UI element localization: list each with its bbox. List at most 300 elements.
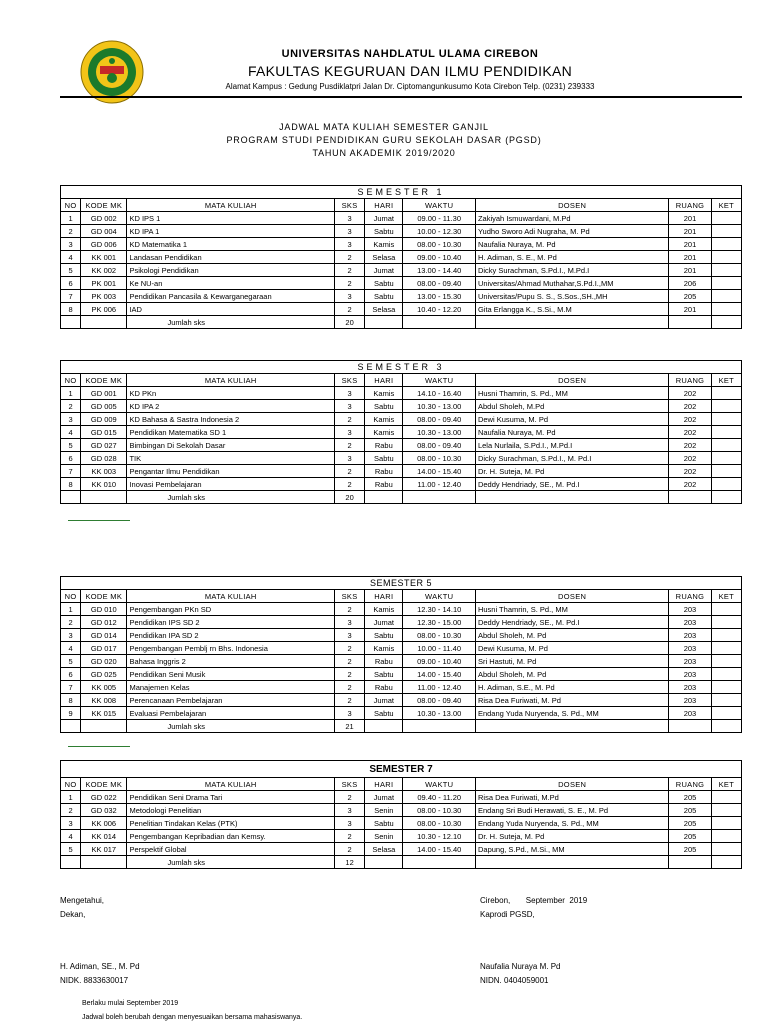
- table-cell: 201: [669, 212, 711, 225]
- signature-right-name: Naufalia Nuraya M. Pd: [480, 962, 561, 971]
- total-row: [61, 316, 742, 329]
- table-cell: 2: [334, 439, 364, 452]
- signature-right-line2: Kaprodi PGSD,: [480, 910, 535, 919]
- table-cell: Ke NU-an: [127, 277, 335, 290]
- table-cell: [711, 668, 741, 681]
- table-cell: 5: [61, 439, 81, 452]
- table-cell: 203: [669, 616, 711, 629]
- table-cell: Dicky Surachman, S.Pd.I., M. Pd.I: [475, 452, 668, 465]
- table-row: [61, 791, 742, 804]
- table-cell: 9: [61, 707, 81, 720]
- table-cell: Inovasi Pembelajaran: [127, 478, 335, 491]
- table-cell: [711, 629, 741, 642]
- table-cell: [365, 720, 403, 733]
- table-cell: IAD: [127, 303, 335, 316]
- table-cell: Jumat: [365, 212, 403, 225]
- table-row: [61, 251, 742, 264]
- table-cell: [403, 316, 476, 329]
- table-row: [61, 707, 742, 720]
- table-cell: 205: [669, 290, 711, 303]
- table-cell: GD 027: [81, 439, 127, 452]
- table-cell: Kamis: [365, 238, 403, 251]
- total-label: Jumlah sks: [127, 491, 335, 504]
- total-row: [61, 720, 742, 733]
- table-cell: Sabtu: [365, 290, 403, 303]
- table-cell: [475, 720, 668, 733]
- table-cell: 202: [669, 426, 711, 439]
- table-cell: 2: [61, 225, 81, 238]
- table-cell: [711, 452, 741, 465]
- table-cell: 206: [669, 277, 711, 290]
- table-cell: 205: [669, 804, 711, 817]
- signature-right-line1: Cirebon, September 2019: [480, 896, 588, 905]
- table-cell: TIK: [127, 452, 335, 465]
- column-header: DOSEN: [475, 778, 668, 791]
- table-cell: 13.00 - 14.40: [403, 264, 476, 277]
- table-cell: GD 015: [81, 426, 127, 439]
- table-cell: [81, 720, 127, 733]
- table-cell: KD IPS 1: [127, 212, 335, 225]
- table-cell: 14.00 - 15.40: [403, 843, 476, 856]
- table-cell: KK 002: [81, 264, 127, 277]
- table-cell: GD 028: [81, 452, 127, 465]
- table-cell: [711, 720, 741, 733]
- table-cell: GD 032: [81, 804, 127, 817]
- decorative-line: [68, 746, 130, 747]
- table-cell: Pendidikan Seni Drama Tari: [127, 791, 335, 804]
- university-name: UNIVERSITAS NAHDLATUL ULAMA CIREBON: [281, 48, 539, 60]
- table-cell: Jumat: [365, 694, 403, 707]
- table-cell: GD 006: [81, 238, 127, 251]
- table-cell: 2: [334, 668, 364, 681]
- table-cell: 3: [334, 238, 364, 251]
- table-cell: Dewi Kusuma, M. Pd: [475, 642, 668, 655]
- table-cell: 3: [334, 387, 364, 400]
- table-cell: [61, 720, 81, 733]
- column-header: DOSEN: [475, 374, 668, 387]
- table-cell: Perspektif Global: [127, 843, 335, 856]
- table-row: [61, 843, 742, 856]
- table-cell: 6: [61, 452, 81, 465]
- table-cell: Pengembangan PKn SD: [127, 603, 334, 616]
- column-header: NO: [61, 199, 81, 212]
- table-cell: 3: [61, 629, 81, 642]
- table-cell: 08.00 - 10.30: [403, 629, 476, 642]
- table-cell: [711, 491, 741, 504]
- column-header: RUANG: [669, 590, 711, 603]
- table-cell: [711, 277, 741, 290]
- table-cell: 3: [334, 212, 364, 225]
- table-cell: H. Adiman, S.E., M. Pd: [475, 681, 668, 694]
- table-cell: 08.00 - 10.30: [403, 452, 476, 465]
- table-cell: Kamis: [365, 603, 403, 616]
- semester-label: SEMESTER 3: [61, 361, 742, 374]
- table-cell: Yudho Sworo Adi Nugraha, M. Pd: [475, 225, 668, 238]
- semester-label: SEMESTER 1: [61, 186, 742, 199]
- table-row: [61, 452, 742, 465]
- table-cell: GD 009: [81, 413, 127, 426]
- table-cell: Pendidikan Pancasila & Kewarganegaraan: [127, 290, 335, 303]
- table-row: [61, 264, 742, 277]
- table-cell: KD IPA 2: [127, 400, 335, 413]
- table-cell: [711, 400, 741, 413]
- table-cell: 4: [61, 426, 81, 439]
- column-header: WAKTU: [403, 199, 476, 212]
- table-cell: 7: [61, 290, 81, 303]
- table-cell: Deddy Hendriady, SE., M. Pd.I: [475, 478, 668, 491]
- table-cell: Sabtu: [365, 817, 403, 830]
- table-cell: 1: [61, 603, 81, 616]
- table-cell: 3: [334, 400, 364, 413]
- table-cell: [403, 856, 476, 869]
- doc-year: TAHUN AKADEMIK 2019/2020: [312, 148, 456, 158]
- table-cell: Dicky Surachman, S.Pd.I., M.Pd.I: [475, 264, 668, 277]
- table-cell: 205: [669, 791, 711, 804]
- table-row: [61, 212, 742, 225]
- table-cell: 2: [61, 616, 81, 629]
- table-cell: Sabtu: [365, 668, 403, 681]
- table-cell: Evaluasi Pembelajaran: [127, 707, 334, 720]
- table-cell: 2: [334, 277, 364, 290]
- table-cell: KK 015: [81, 707, 127, 720]
- table-cell: Senin: [365, 804, 403, 817]
- column-header: NO: [61, 778, 81, 791]
- table-cell: PK 003: [81, 290, 127, 303]
- table-cell: 08.00 - 10.30: [403, 817, 476, 830]
- column-header: SKS: [334, 374, 364, 387]
- column-header: MATA KULIAH: [127, 590, 334, 603]
- table-cell: [711, 439, 741, 452]
- table-row: [61, 439, 742, 452]
- table-cell: Husni Thamrin, S. Pd., MM: [475, 603, 668, 616]
- table-cell: 08.00 - 09.40: [403, 413, 476, 426]
- table-cell: 10.30 - 13.00: [403, 400, 476, 413]
- table-cell: 202: [669, 452, 711, 465]
- doc-title: JADWAL MATA KULIAH SEMESTER GANJIL: [279, 122, 489, 132]
- table-cell: 202: [669, 478, 711, 491]
- table-row: [61, 694, 742, 707]
- table-row: [61, 290, 742, 303]
- table-cell: [711, 290, 741, 303]
- column-header: HARI: [365, 590, 403, 603]
- table-cell: Risa Dea Furiwati, M. Pd: [475, 694, 668, 707]
- table-cell: 201: [669, 303, 711, 316]
- column-header: WAKTU: [403, 590, 476, 603]
- table-cell: PK 001: [81, 277, 127, 290]
- table-cell: Zakiyah Ismuwardani, M.Pd: [475, 212, 668, 225]
- table-cell: 201: [669, 225, 711, 238]
- table-cell: [711, 817, 741, 830]
- table-cell: [669, 720, 711, 733]
- table-cell: [81, 856, 127, 869]
- table-cell: 14.10 - 16.40: [403, 387, 476, 400]
- table-cell: [711, 856, 741, 869]
- signature-left-line2: Dekan,: [60, 910, 86, 919]
- table-cell: Rabu: [365, 681, 403, 694]
- table-cell: Pendidikan Matematika SD 1: [127, 426, 335, 439]
- table-row: [61, 616, 742, 629]
- table-cell: [711, 225, 741, 238]
- table-cell: [711, 212, 741, 225]
- table-cell: 3: [334, 452, 364, 465]
- table-cell: 205: [669, 843, 711, 856]
- table-cell: Sabtu: [365, 400, 403, 413]
- table-cell: Gita Erlangga K., S.Si., M.M: [475, 303, 668, 316]
- table-cell: 203: [669, 655, 711, 668]
- table-row: [61, 413, 742, 426]
- table-cell: Senin: [365, 830, 403, 843]
- table-cell: 2: [334, 830, 364, 843]
- total-label: Jumlah sks: [127, 316, 335, 329]
- table-cell: KK 010: [81, 478, 127, 491]
- table-row: [61, 387, 742, 400]
- table-cell: Jumat: [365, 264, 403, 277]
- table-cell: [711, 603, 741, 616]
- faculty-name: FAKULTAS KEGURUAN DAN ILMU PENDIDIKAN: [247, 63, 573, 79]
- table-cell: Manajemen Kelas: [127, 681, 334, 694]
- table-cell: [81, 316, 127, 329]
- column-header: WAKTU: [403, 374, 476, 387]
- doc-subtitle: PROGRAM STUDI PENDIDIKAN GURU SEKOLAH DASAR (PGSD): [226, 135, 542, 145]
- table-cell: 2: [61, 804, 81, 817]
- column-header: KET: [711, 590, 741, 603]
- column-header: HARI: [365, 199, 403, 212]
- column-header: MATA KULIAH: [127, 374, 335, 387]
- table-cell: Pengembangan Pemblj rn Bhs. Indonesia: [127, 642, 334, 655]
- table-cell: 09.00 - 10.40: [403, 655, 476, 668]
- table-cell: KD PKn: [127, 387, 335, 400]
- table-cell: Psikologi Pendidikan: [127, 264, 335, 277]
- table-row: [61, 465, 742, 478]
- table-cell: [711, 264, 741, 277]
- column-header: DOSEN: [475, 590, 668, 603]
- table-cell: 7: [61, 681, 81, 694]
- column-header: MATA KULIAH: [127, 778, 335, 791]
- table-cell: Endang Yuda Nuryenda, S. Pd., MM: [475, 707, 668, 720]
- column-header: WAKTU: [403, 778, 476, 791]
- table-cell: Abdul Sholeh, M.Pd: [475, 400, 668, 413]
- table-row: [61, 817, 742, 830]
- table-cell: KK 017: [81, 843, 127, 856]
- table-row: [61, 478, 742, 491]
- table-cell: 08.00 - 10.30: [403, 804, 476, 817]
- column-header: NO: [61, 590, 81, 603]
- total-label: Jumlah sks: [127, 720, 334, 733]
- column-header: RUANG: [669, 778, 711, 791]
- table-cell: 11.00 - 12.40: [403, 478, 476, 491]
- table-cell: 2: [334, 655, 364, 668]
- table-cell: 2: [334, 843, 364, 856]
- table-cell: [711, 465, 741, 478]
- table-cell: 3: [334, 290, 364, 303]
- address-line: Alamat Kampus : Gedung Pusdiklatpri Jalan Dr. Ciptomangunkusumo Kota Cirebon Telp. (0231) 239333: [225, 82, 595, 91]
- table-cell: KD Matematika 1: [127, 238, 335, 251]
- table-cell: KK 003: [81, 465, 127, 478]
- table-cell: Perencanaan Pembelajaran: [127, 694, 334, 707]
- table-row: [61, 238, 742, 251]
- table-cell: Naufalia Nuraya, M. Pd: [475, 238, 668, 251]
- table-cell: 12.30 - 15.00: [403, 616, 476, 629]
- table-cell: GD 014: [81, 629, 127, 642]
- table-cell: Selasa: [365, 251, 403, 264]
- table-cell: [81, 491, 127, 504]
- column-header: KODE MK: [81, 374, 127, 387]
- table-cell: GD 002: [81, 212, 127, 225]
- table-cell: 2: [334, 264, 364, 277]
- signature-right-id: NIDN. 0404059001: [480, 976, 549, 985]
- table-row: [61, 400, 742, 413]
- table-cell: 11.00 - 12.40: [403, 681, 476, 694]
- table-cell: 5: [61, 843, 81, 856]
- column-header: SKS: [334, 590, 364, 603]
- table-cell: Rabu: [365, 465, 403, 478]
- table-cell: Universitas/Ahmad Muthahar,S.Pd.I.,MM: [475, 277, 668, 290]
- column-header: HARI: [365, 374, 403, 387]
- table-cell: [711, 707, 741, 720]
- column-header: MATA KULIAH: [127, 199, 335, 212]
- table-cell: [475, 491, 668, 504]
- table-cell: Pendidikan IPS SD 2: [127, 616, 334, 629]
- table-cell: 202: [669, 400, 711, 413]
- table-cell: Risa Dea Furiwati, M.Pd: [475, 791, 668, 804]
- column-header-row: [61, 778, 742, 791]
- table-cell: 10.00 - 12.30: [403, 225, 476, 238]
- table-cell: Sri Hastuti, M. Pd: [475, 655, 668, 668]
- table-cell: Selasa: [365, 303, 403, 316]
- signature-left-line1: Mengetahui,: [60, 896, 105, 905]
- table-cell: [403, 720, 476, 733]
- table-cell: 2: [334, 681, 364, 694]
- table-cell: Pengembangan Kepribadian dan Kemsy.: [127, 830, 335, 843]
- table-cell: [669, 856, 711, 869]
- table-cell: 10.30 - 13.00: [403, 426, 476, 439]
- table-cell: 2: [334, 251, 364, 264]
- table-row: [61, 426, 742, 439]
- table-cell: 6: [61, 668, 81, 681]
- table-cell: [711, 616, 741, 629]
- column-header: KODE MK: [81, 590, 127, 603]
- table-cell: [711, 694, 741, 707]
- total-sks: 21: [334, 720, 364, 733]
- table-cell: KD IPA 1: [127, 225, 335, 238]
- column-header: SKS: [334, 199, 364, 212]
- table-cell: 8: [61, 694, 81, 707]
- column-header: KODE MK: [81, 199, 127, 212]
- column-header: KET: [711, 199, 741, 212]
- table-cell: Jumat: [365, 791, 403, 804]
- table-cell: [711, 387, 741, 400]
- column-header: RUANG: [669, 374, 711, 387]
- column-header: KET: [711, 374, 741, 387]
- table-cell: 08.00 - 10.30: [403, 238, 476, 251]
- table-row: [61, 303, 742, 316]
- table-cell: Dewi Kusuma, M. Pd: [475, 413, 668, 426]
- table-row: [61, 681, 742, 694]
- table-cell: Rabu: [365, 655, 403, 668]
- semester-7-table: [60, 760, 742, 869]
- table-cell: 13.00 - 15.30: [403, 290, 476, 303]
- table-cell: KK 014: [81, 830, 127, 843]
- table-row: [61, 603, 742, 616]
- table-cell: KK 005: [81, 681, 127, 694]
- table-cell: Metodologi Penelitian: [127, 804, 335, 817]
- semester-label: SEMESTER 5: [61, 577, 742, 590]
- table-cell: 2: [334, 694, 364, 707]
- table-cell: 202: [669, 465, 711, 478]
- table-cell: 203: [669, 629, 711, 642]
- table-cell: Rabu: [365, 478, 403, 491]
- column-header: KET: [711, 778, 741, 791]
- table-cell: Universitas/Pupu S. S., S.Sos.,SH.,MH: [475, 290, 668, 303]
- table-cell: GD 022: [81, 791, 127, 804]
- table-cell: Dr. H. Suteja, M. Pd: [475, 830, 668, 843]
- table-row: [61, 629, 742, 642]
- decorative-line: [68, 520, 130, 521]
- table-cell: 14.00 - 15.40: [403, 465, 476, 478]
- table-cell: GD 001: [81, 387, 127, 400]
- signature-left-name: H. Adiman, SE., M. Pd: [60, 962, 140, 971]
- table-cell: [365, 316, 403, 329]
- table-cell: Sabtu: [365, 452, 403, 465]
- table-cell: 2: [334, 478, 364, 491]
- table-cell: GD 017: [81, 642, 127, 655]
- table-cell: 1: [61, 387, 81, 400]
- table-cell: 3: [61, 817, 81, 830]
- table-cell: Jumat: [365, 616, 403, 629]
- column-header-row: [61, 590, 742, 603]
- table-cell: 10.30 - 12.10: [403, 830, 476, 843]
- column-header: DOSEN: [475, 199, 668, 212]
- column-header-row: [61, 199, 742, 212]
- table-row: [61, 655, 742, 668]
- table-cell: [711, 681, 741, 694]
- table-cell: [475, 316, 668, 329]
- table-cell: Selasa: [365, 843, 403, 856]
- table-cell: 8: [61, 303, 81, 316]
- total-label: Jumlah sks: [127, 856, 335, 869]
- table-cell: 10.40 - 12.20: [403, 303, 476, 316]
- table-cell: Lela Nurlaila, S.Pd.I., M.Pd.I: [475, 439, 668, 452]
- column-header: RUANG: [669, 199, 711, 212]
- table-cell: 2: [334, 465, 364, 478]
- column-header-row: [61, 374, 742, 387]
- table-cell: 3: [61, 238, 81, 251]
- table-cell: 4: [61, 642, 81, 655]
- table-cell: Rabu: [365, 439, 403, 452]
- table-cell: 12.30 - 14.10: [403, 603, 476, 616]
- table-cell: 8: [61, 478, 81, 491]
- table-cell: [669, 491, 711, 504]
- table-cell: 203: [669, 681, 711, 694]
- table-cell: [61, 316, 81, 329]
- table-row: [61, 642, 742, 655]
- table-cell: [711, 830, 741, 843]
- table-cell: Kamis: [365, 413, 403, 426]
- table-cell: Pengantar Ilmu Pendidikan: [127, 465, 335, 478]
- table-cell: [711, 426, 741, 439]
- table-cell: [365, 856, 403, 869]
- footer-note-2: Jadwal boleh berubah dengan menyesuaikan bersama mahasiswanya.: [82, 1014, 303, 1021]
- table-cell: 205: [669, 817, 711, 830]
- table-cell: GD 004: [81, 225, 127, 238]
- table-cell: [403, 491, 476, 504]
- table-cell: KK 006: [81, 817, 127, 830]
- table-cell: 2: [334, 642, 364, 655]
- column-header: NO: [61, 374, 81, 387]
- table-cell: Deddy Hendriady, SE., M. Pd.I: [475, 616, 668, 629]
- table-cell: GD 025: [81, 668, 127, 681]
- table-cell: Naufalia Nuraya, M. Pd: [475, 426, 668, 439]
